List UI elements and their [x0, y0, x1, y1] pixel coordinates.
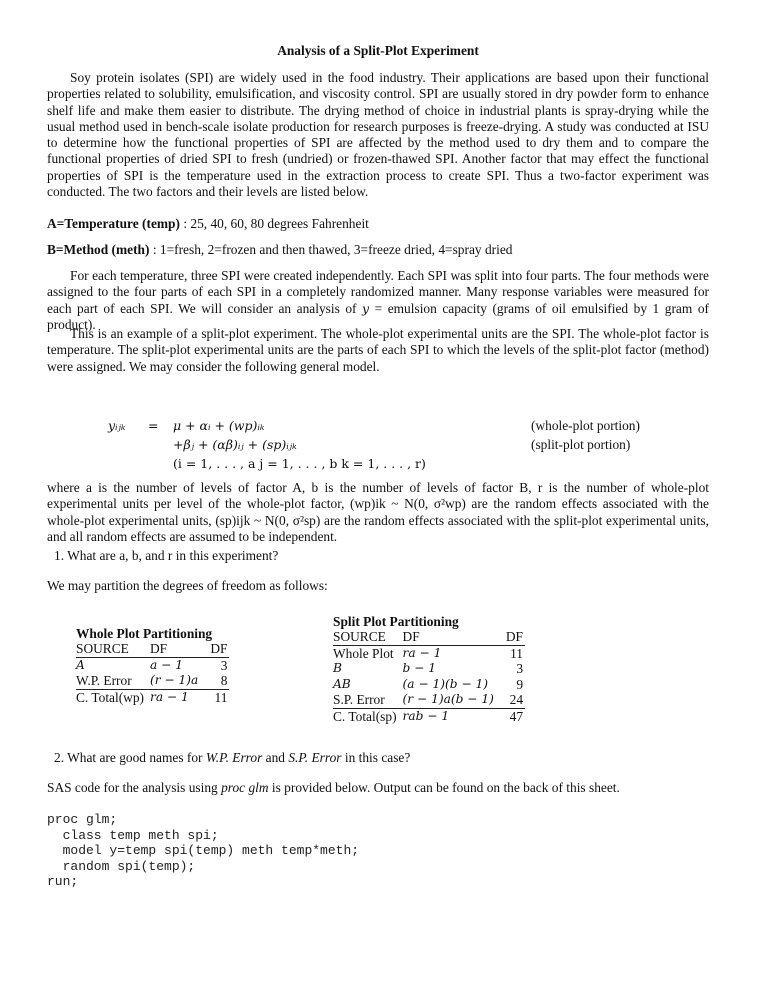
- design-text-pre: For each temperature, three SPI were created independently. Each SPI was split into four parts. The four methods were assigned to the four parts of each SPI in a completely randomized manner. Many response variables were measured for each part of each SPI. We will consider an analysis of: [47, 268, 709, 316]
- source-cell: W.P. Error: [76, 673, 150, 689]
- whole-plot-caption: Whole Plot Partitioning: [76, 626, 213, 641]
- df-formula-cell: (r − 1)a: [150, 673, 210, 689]
- question-2: [54, 750, 410, 766]
- model-line-1: μ + αᵢ + (wp)ᵢₖ: [173, 418, 265, 433]
- question-2-pre: 2. What are good names for: [54, 750, 206, 765]
- df-value-cell: 11: [214, 689, 228, 705]
- factor-a: [47, 216, 369, 232]
- sas-intro-post: is provided below. Output can be found on the back of this sheet.: [268, 780, 620, 795]
- header-df-value: DF: [210, 641, 228, 656]
- df-value-cell: 9: [516, 676, 524, 692]
- table-row: [333, 661, 525, 677]
- model-lhs: yᵢⱼₖ: [108, 418, 126, 433]
- code-line: model y=temp spi(temp) meth temp*meth;: [47, 843, 360, 859]
- model-index-ranges: (i = 1, . . . , a j = 1, . . . , b k = 1, . . . , r): [173, 456, 426, 471]
- partition-intro: We may partition the degrees of freedom as follows:: [47, 578, 328, 593]
- header-df-formula: DF: [403, 629, 506, 645]
- source-cell: B: [333, 661, 342, 676]
- model-paragraph: This is an example of a split-plot experiment. The whole-plot experimental units are the SPI. The whole-plot factor is temperature. The split-plot experimental units are the parts of each SPI to which the levels of the split-plot factor (method) were assigned. We may consider the following general model.: [47, 326, 709, 374]
- question-2-sp-error: S.P. Error: [288, 750, 342, 765]
- source-cell: AB: [333, 676, 351, 691]
- source-cell: Whole Plot: [333, 645, 394, 661]
- factor-a-levels: : 25, 40, 60, 80 degrees Fahrenheit: [183, 216, 369, 231]
- model-note-split-plot: (split-plot portion): [531, 437, 631, 452]
- code-line: proc glm;: [47, 812, 118, 827]
- design-text-post: = emulsion capacity (grams of oil emulsified by 1 gram of product).: [47, 300, 709, 332]
- sas-intro-proc: proc glm: [221, 780, 269, 795]
- model-note-whole-plot: (whole-plot portion): [531, 418, 640, 433]
- df-formula-cell: (a − 1)(b − 1): [402, 676, 489, 691]
- model-equals: =: [148, 418, 159, 433]
- factor-b-label: B=Method (meth): [47, 242, 150, 257]
- df-value-cell: 8: [210, 673, 229, 689]
- factor-b-levels: : 1=fresh, 2=frozen and then thawed, 3=freeze dried, 4=spray dried: [152, 242, 513, 257]
- question-1: 1. What are a, b, and r in this experiment?: [54, 548, 279, 563]
- question-2-post: in this case?: [341, 750, 411, 765]
- response-variable: y: [362, 300, 370, 316]
- table-row: [333, 692, 525, 708]
- factor-b: [47, 242, 512, 258]
- document-title: Analysis of a Split-Plot Experiment: [277, 43, 479, 58]
- df-formula-cell: a − 1: [150, 657, 183, 672]
- design-paragraph: [47, 268, 709, 333]
- code-line: random spi(temp);: [47, 858, 196, 874]
- table-row: [76, 657, 229, 673]
- table-row: [333, 708, 525, 724]
- source-cell: C. Total(wp): [76, 689, 144, 705]
- table-row: [76, 689, 229, 705]
- sas-code-block: [47, 812, 359, 890]
- question-2-mid: and: [262, 750, 289, 765]
- df-value-cell: 24: [506, 692, 525, 708]
- factor-a-label: A=Temperature (temp): [47, 216, 180, 231]
- sas-intro-pre: SAS code for the analysis using: [47, 780, 222, 795]
- table-header-row: [333, 629, 525, 645]
- question-2-wp-error: W.P. Error: [205, 750, 263, 765]
- df-formula-cell: rab − 1: [402, 708, 450, 723]
- header-source: SOURCE: [333, 629, 403, 645]
- source-cell: A: [76, 657, 85, 672]
- header-source: SOURCE: [76, 641, 150, 657]
- split-plot-table: [333, 614, 525, 725]
- df-value-cell: 3: [516, 661, 524, 677]
- code-line: run;: [47, 874, 79, 890]
- table-header-row: [76, 641, 229, 657]
- df-value-cell: 47: [509, 708, 524, 724]
- df-formula-cell: (r − 1)a(b − 1): [403, 692, 506, 708]
- source-cell: S.P. Error: [333, 692, 403, 708]
- table-row: [333, 677, 525, 693]
- definitions-paragraph: where a is the number of levels of factor A, b is the number of levels of factor B, r is the number of whole-plot experimental units per level of the whole-plot factor, (wp)ik ~ N(0, σ²wp) are the random effects associated with the whole-plot experimental units, (sp)ijk ~ N(0, σ²sp) are the random effects associated with the split-plot experimental units, and all random effects are assumed to be independent.: [47, 480, 709, 544]
- intro-paragraph: Soy protein isolates (SPI) are widely used in the food industry. Their applications are based upon their functional properties related to solubility, emulsification, and viscosity control. SPI are usually stored in dry powder form to enhance shelf life and make them easier to distribute. The drying method of choice in industrial plants is spray-drying while the usual method used in bench-scale isolate production for research purposes is freeze-drying. A study was conducted at ISU to determine how the functional properties of SPI are affected by the method used to dry them and to compare the functional properties of dried SPI to fresh (undried) or frozen-thawed SPI. Another factor that may effect the functional properties of SPI is the temperature used in the extraction process to create SPI. Thus a two-factor experiment was conducted. The two factors and their levels are listed below.: [47, 70, 709, 200]
- df-formula-cell: b − 1: [402, 661, 437, 676]
- table-row: [333, 645, 525, 661]
- header-df-formula: DF: [150, 641, 210, 657]
- split-plot-caption: Split Plot Partitioning: [333, 614, 459, 629]
- df-formula-cell: ra − 1: [150, 689, 189, 704]
- whole-plot-table: [76, 626, 229, 705]
- model-line-2: +βⱼ + (αβ)ᵢⱼ + (sp)ᵢⱼₖ: [173, 437, 297, 452]
- df-value-cell: 3: [220, 657, 228, 673]
- header-df-value: DF: [505, 629, 524, 644]
- df-formula-cell: ra − 1: [402, 645, 442, 660]
- df-value-cell: 11: [510, 645, 524, 661]
- source-cell: C. Total(sp): [333, 708, 397, 724]
- code-line: class temp meth spi;: [47, 827, 219, 843]
- sas-intro: [47, 780, 620, 796]
- table-row: [76, 673, 229, 689]
